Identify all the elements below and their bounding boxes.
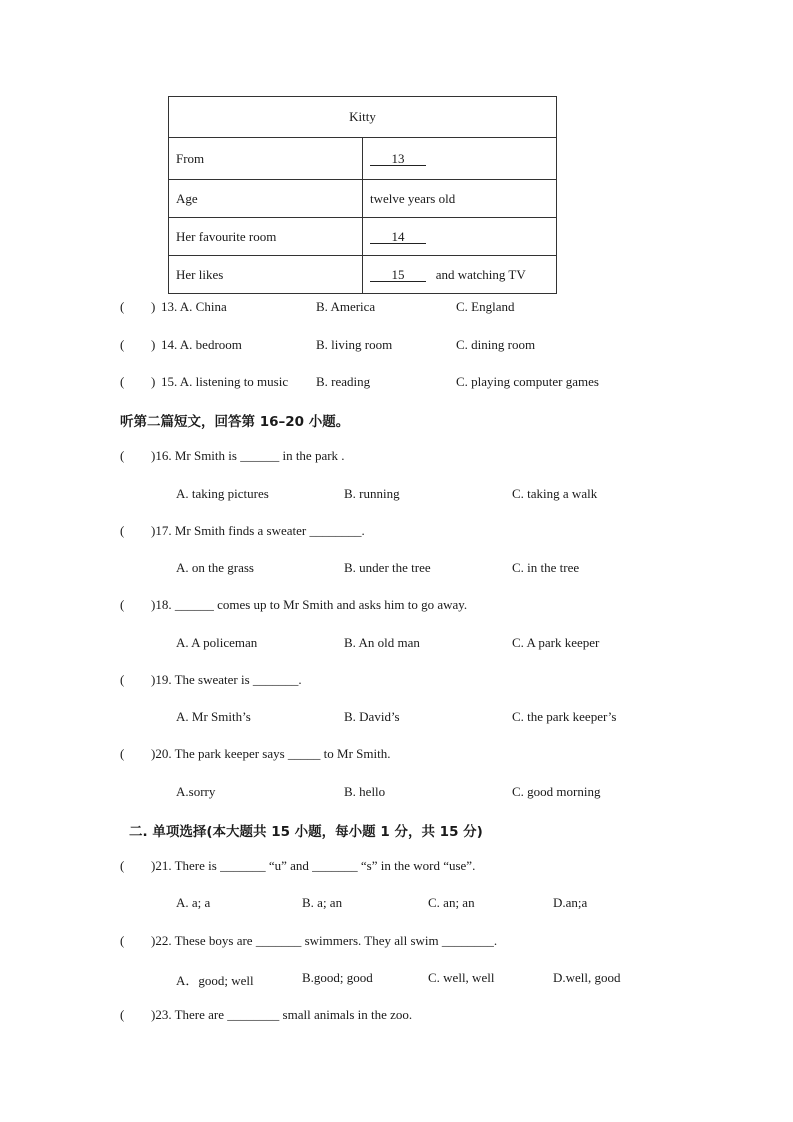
option-a: A. taking pictures xyxy=(176,486,269,501)
question-stem: )16. Mr Smith is ______ in the park . xyxy=(151,448,345,463)
question-stem: 13. A. China xyxy=(161,299,227,314)
answer-paren-open[interactable]: ( xyxy=(120,858,125,873)
answer-blank: 14 xyxy=(370,230,426,244)
info-table xyxy=(168,96,557,294)
option-b: B.good; good xyxy=(302,970,373,985)
option-a: A. on the grass xyxy=(176,560,254,575)
table-value xyxy=(363,138,557,180)
answer-paren-open[interactable]: ( xyxy=(120,299,125,314)
question-stem: )17. Mr Smith finds a sweater ________. xyxy=(151,523,365,538)
answer-blank: 13 xyxy=(370,152,426,166)
table-label: Her favourite room xyxy=(169,218,363,256)
question-stem: 14. A. bedroom xyxy=(161,337,242,352)
option-c: C. good morning xyxy=(512,784,601,799)
question-stem: )21. There is _______ “u” and _______ “s” in the word “use”. xyxy=(151,858,476,873)
option-c: C. playing computer games xyxy=(456,374,599,389)
option-d: D.an;a xyxy=(553,895,588,910)
question-stem: 15. A. listening to music xyxy=(161,374,289,389)
answer-paren-open[interactable]: ( xyxy=(120,523,125,538)
option-b: B. a; an xyxy=(302,895,343,910)
answer-paren-open[interactable]: ( xyxy=(120,746,125,761)
table-row xyxy=(169,256,557,294)
option-c: C. taking a walk xyxy=(512,486,598,501)
table-value xyxy=(363,218,557,256)
option-c: C. in the tree xyxy=(512,560,580,575)
table-label: Age xyxy=(169,180,363,218)
option-b: B. reading xyxy=(316,374,371,389)
question-stem: )23. There are ________ small animals in the zoo. xyxy=(151,1007,413,1022)
question-stem: )22. These boys are _______ swimmers. They all swim ________. xyxy=(151,933,498,948)
option-c: C. an; an xyxy=(428,895,475,910)
table-suffix: and watching TV xyxy=(435,266,526,282)
answer-paren-open[interactable]: ( xyxy=(120,597,125,612)
option-c: C. dining room xyxy=(456,337,536,352)
answer-paren-close: ) xyxy=(151,337,156,352)
option-d: D.well, good xyxy=(553,970,621,985)
section-heading-listening: 听第二篇短文，回答第 16–20 小题。 xyxy=(120,414,350,430)
table-row xyxy=(169,180,557,218)
option-a: A.sorry xyxy=(176,784,216,799)
answer-paren-open[interactable]: ( xyxy=(120,672,125,687)
question-stem: )19. The sweater is _______. xyxy=(151,672,302,687)
section-heading-multiple-choice: 二. 单项选择(本大题共 15 小题，每小题 1 分，共 15 分) xyxy=(129,824,483,840)
table-row xyxy=(169,138,557,180)
table-value: twelve years old xyxy=(363,180,557,218)
answer-blank: 15 xyxy=(370,268,426,282)
table-row xyxy=(169,218,557,256)
option-c: C. well, well xyxy=(428,970,495,985)
option-c: C. England xyxy=(456,299,515,314)
option-b: B. hello xyxy=(344,784,386,799)
answer-paren-open[interactable]: ( xyxy=(120,337,125,352)
option-b: B. America xyxy=(316,299,376,314)
option-b: B. living room xyxy=(316,337,393,352)
answer-paren-open[interactable]: ( xyxy=(120,374,125,389)
answer-paren-open[interactable]: ( xyxy=(120,1007,125,1022)
option-b: B. David’s xyxy=(344,709,400,724)
question-stem: )18. ______ comes up to Mr Smith and asks him to go away. xyxy=(151,597,468,612)
answer-paren-open[interactable]: ( xyxy=(120,448,125,463)
option-b: B. An old man xyxy=(344,635,420,650)
table-row xyxy=(169,97,557,138)
table-title: Kitty xyxy=(169,97,557,138)
option-b: B. running xyxy=(344,486,400,501)
option-a: A. Mr Smith’s xyxy=(176,709,251,724)
table-label: Her likes xyxy=(169,256,363,294)
option-a: A. A policeman xyxy=(176,635,258,650)
option-c: C. A park keeper xyxy=(512,635,600,650)
option-a: A．good; well xyxy=(176,973,254,988)
option-a: A. a; a xyxy=(176,895,211,910)
answer-paren-close: ) xyxy=(151,374,156,389)
answer-paren-open[interactable]: ( xyxy=(120,933,125,948)
question-stem: )20. The park keeper says _____ to Mr Smith. xyxy=(151,746,391,761)
answer-paren-close: ) xyxy=(151,299,156,314)
table-value xyxy=(363,256,557,294)
option-c: C. the park keeper’s xyxy=(512,709,617,724)
table-label: From xyxy=(169,138,363,180)
option-b: B. under the tree xyxy=(344,560,431,575)
